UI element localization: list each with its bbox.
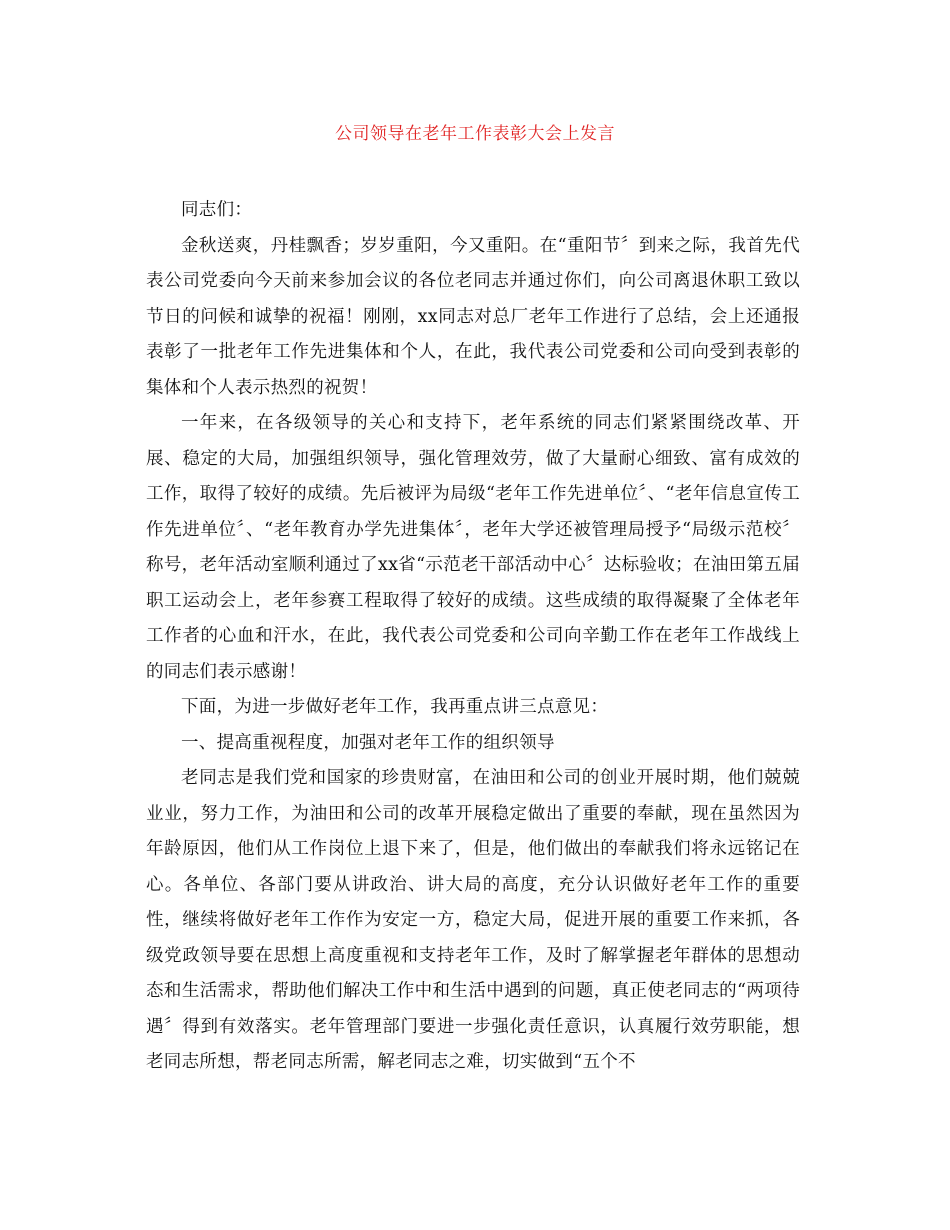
document-body <box>146 193 800 1081</box>
salutation-paragraph: 同志们： <box>181 200 253 220</box>
body-paragraph: 下面，为进一步做好老年工作，我再重点讲三点意见： <box>181 697 609 717</box>
body-paragraph: 老同志是我们党和国家的珍贵财富，在油田和公司的创业开展时期，他们兢兢业业，努力工作，为油田和公司的改革开展稳定做出了重要的奉献，现在虽然因为年龄原因，他们从工作岗位上退下来了，但是，他们做出的奉献我们将永远铭记在心。各单位、各部门要从讲政治、讲大局的高度，充分认识做好老年工作的重要性，继续将做好老年工作作为安定一方，稳定大局，促进开展的重要工作来抓，各级党政领导要在思想上高度重视和支持老年工作，及时了解掌握老年群体的思想动态和生活需求，帮助他们解决工作中和生活中遇到的问题，真正使老同志的“两项待遇〞得到有效落实。老年管理部门要进一步强化责任意识，认真履行效劳职能，想老同志所想，帮老同志所需，解老同志之难，切实做到“五个不 <box>146 768 800 1072</box>
section-heading: 一、提高重视程度，加强对老年工作的组织领导 <box>181 732 555 753</box>
body-paragraph: 金秋送爽，丹桂飘香；岁岁重阳，今又重阳。在“重阳节〞到来之际，我首先代表公司党委向今天前来参加会议的各位老同志并通过你们，向公司离退休职工致以节日的问候和诚挚的祝福！刚刚，xx同志对总厂老年工作进行了总结，会上还通报表彰了一批老年工作先进集体和个人，在此，我代表公司党委和公司向受到表彰的集体和个人表示热烈的祝贺！ <box>146 235 800 398</box>
body-paragraph: 一年来，在各级领导的关心和支持下，老年系统的同志们紧紧围绕改革、开展、稳定的大局，加强组织领导，强化管理效劳，做了大量耐心细致、富有成效的工作，取得了较好的成绩。先后被评为局级“老年工作先进单位〞、“老年信息宣传工作先进单位〞、“老年教育办学先进集体〞，老年大学还被管理局授予“局级示范校〞称号，老年活动室顺利通过了xx省“示范老干部活动中心〞达标验收；在油田第五届职工运动会上，老年参赛工程取得了较好的成绩。这些成绩的取得凝聚了全体老年工作者的心血和汗水，在此，我代表公司党委和公司向辛勤工作在老年工作战线上的同志们表示感谢！ <box>146 413 800 682</box>
document-title: 公司领导在老年工作表彰大会上发言 <box>335 124 615 144</box>
